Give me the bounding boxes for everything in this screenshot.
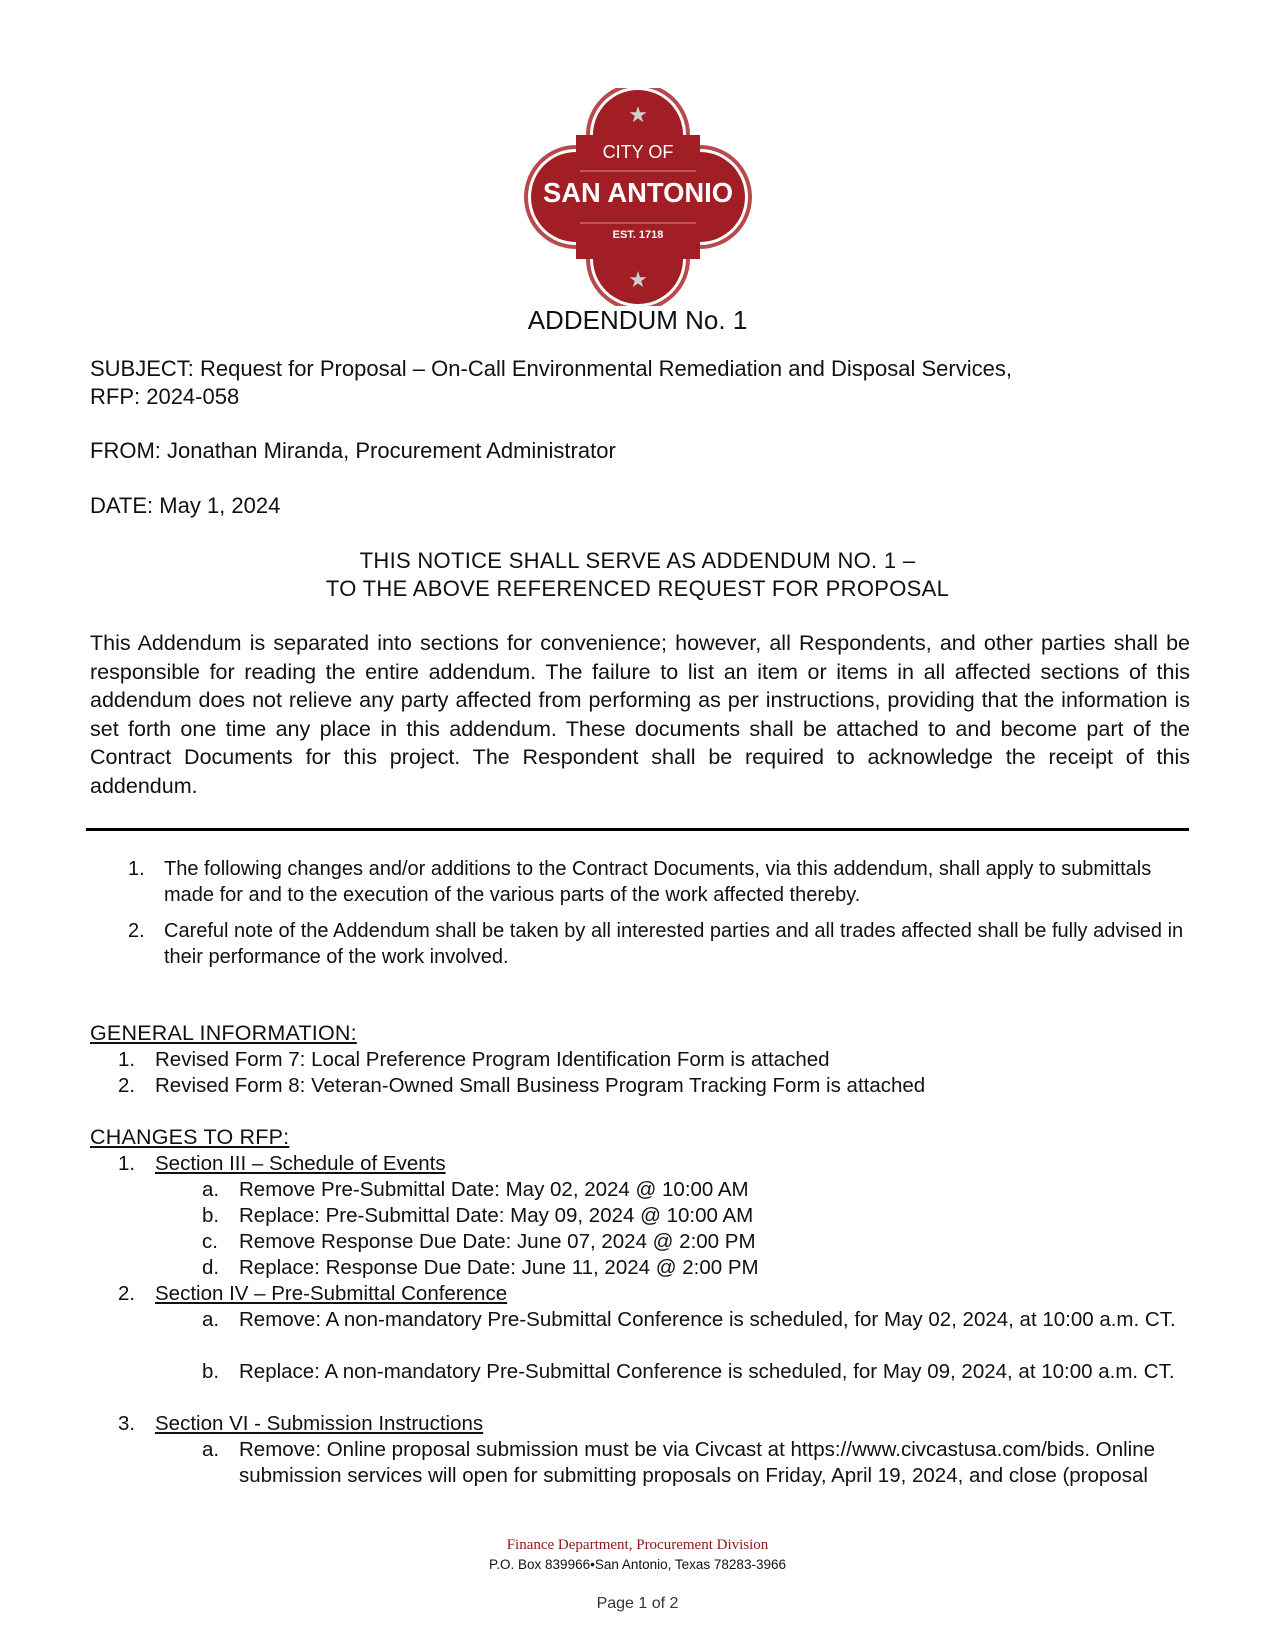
section-title: Section III – Schedule of Events (155, 1152, 446, 1175)
footer-address: P.O. Box 839966•San Antonio, Texas 78283-3966 (489, 1557, 786, 1572)
instruction-number: 2. (128, 920, 145, 942)
item-letter: b. (202, 1204, 220, 1227)
item-number: 1. (118, 1048, 136, 1071)
item-text: Revised Form 8: Veteran-Owned Small Business Program Tracking Form is attached (155, 1074, 926, 1097)
seal-star-bottom: ★ (628, 268, 648, 293)
instruction-item (128, 856, 1192, 908)
change-item (202, 1437, 1192, 1489)
item-number: 2. (118, 1074, 136, 1097)
item-text: Remove: Online proposal submission must be via Civcast at https://www.civcastusa.com/bids. Online submission services will open for submitting proposals on Friday, April 19, 2024, and close (proposal (239, 1438, 1156, 1487)
section-title: Section IV – Pre-Submittal Conference (155, 1282, 508, 1305)
instruction-number: 1. (128, 858, 145, 880)
item-text: Replace: A non-mandatory Pre-Submittal Conference is scheduled, for May 09, 2024, at 10:00 a.m. CT. (239, 1360, 1175, 1383)
item-text: Remove: A non-mandatory Pre-Submittal Conference is scheduled, for May 02, 2024, at 10:00 a.m. CT. (239, 1308, 1176, 1331)
notice-line-1: THIS NOTICE SHALL SERVE AS ADDENDUM NO. 1 – (359, 548, 916, 573)
change-section (118, 1411, 1193, 1437)
item-letter: a. (202, 1308, 220, 1331)
change-item (202, 1177, 1192, 1203)
item-text: Remove Pre-Submittal Date: May 02, 2024 @ 10:00 AM (239, 1178, 749, 1201)
change-item (202, 1359, 1192, 1385)
section-number: 2. (118, 1282, 136, 1305)
item-letter: b. (202, 1360, 220, 1383)
general-information-heading: GENERAL INFORMATION: (90, 1021, 357, 1045)
change-item (202, 1307, 1192, 1333)
item-text: Revised Form 7: Local Preference Program Identification Form is attached (155, 1048, 830, 1071)
general-item (118, 1073, 1193, 1099)
item-text: Replace: Pre-Submittal Date: May 09, 2024 @ 10:00 AM (239, 1204, 754, 1227)
subject-block (90, 355, 1012, 411)
change-item (202, 1255, 1192, 1281)
item-letter: a. (202, 1178, 220, 1201)
seal-city-of: CITY OF (602, 142, 674, 162)
city-seal-logo (521, 88, 755, 306)
section-number: 1. (118, 1152, 136, 1175)
page-number: Page 1 of 2 (596, 1595, 679, 1612)
change-section (118, 1151, 1193, 1177)
item-letter: a. (202, 1438, 220, 1461)
item-text: Remove Response Due Date: June 07, 2024 @ 2:00 PM (239, 1230, 756, 1253)
section-number: 3. (118, 1412, 136, 1435)
seal-san-antonio: SAN ANTONIO (543, 177, 733, 208)
item-letter: c. (202, 1230, 218, 1253)
section-title: Section VI - Submission Instructions (155, 1412, 484, 1435)
change-item (202, 1203, 1192, 1229)
notice-heading (0, 547, 1275, 603)
date-line: DATE: May 1, 2024 (90, 493, 281, 518)
seal-star-top: ★ (628, 103, 648, 128)
section-divider (86, 828, 1189, 831)
subject-line: SUBJECT: Request for Proposal – On-Call Environmental Remediation and Disposal Services, (90, 356, 1012, 381)
instruction-text: The following changes and/or additions to the Contract Documents, via this addendum, shall apply to submittals made for and to the execution of the various parts of the work affected thereby. (164, 858, 1152, 906)
changes-heading: CHANGES TO RFP: (90, 1125, 290, 1149)
change-section (118, 1281, 1193, 1307)
intro-paragraph: This Addendum is separated into sections for convenience; however, all Respondents, and other parties shall be responsible for reading the entire addendum. The failure to list an item or items in all affected sections of this addendum does not relieve any party affected from performing as per instructions, providing that the information is set forth one time any place in this addendum. These documents shall be attached to and become part of the Contract Documents for this project. The Respondent shall be required to acknowledge the receipt of this addendum. (90, 631, 1190, 798)
general-item (118, 1047, 1193, 1073)
footer-department: Finance Department, Procurement Division (506, 1537, 769, 1553)
change-item (202, 1229, 1192, 1255)
instruction-item (128, 918, 1192, 970)
from-line: FROM: Jonathan Miranda, Procurement Administrator (90, 438, 616, 463)
item-text: Replace: Response Due Date: June 11, 2024 @ 2:00 PM (239, 1256, 759, 1279)
document-title: ADDENDUM No. 1 (527, 305, 748, 335)
notice-line-2: TO THE ABOVE REFERENCED REQUEST FOR PROPOSAL (325, 576, 950, 601)
seal-established: EST. 1718 (612, 229, 664, 241)
instruction-text: Careful note of the Addendum shall be taken by all interested parties and all trades affected shall be fully advised in their performance of the work involved. (164, 920, 1184, 968)
rfp-number: RFP: 2024-058 (90, 384, 240, 409)
item-letter: d. (202, 1256, 220, 1279)
